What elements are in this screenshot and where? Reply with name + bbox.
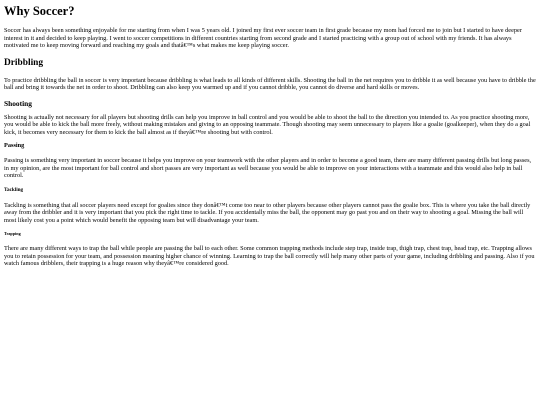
page-title: Why Soccer? bbox=[4, 4, 75, 18]
passing-heading: Passing bbox=[4, 142, 25, 149]
trapping-heading: Trapping bbox=[4, 231, 21, 236]
dribbling-paragraph: To practice dribbling the ball in soccer is very important because dribbling is what leads to all kinds of different skills. Shooting the ball in the net requires you to dribble it as well because you have to dribble the ball and bring it towards the net in order to shoot. Dribbling can also keep you warmed up and if you cannot dribble, you cannot do diverse and hard skills or moves. bbox=[4, 76, 536, 91]
tackling-paragraph: Tackling is something that all soccer players need except for goalies since they donâ€™t come too near to other players because other players cannot pass the goalie box. This is where you take the ball directly away from the dribbler and it is very important that you pick the right time to tackle. If you accidentally miss the ball, the opponent may go past you and on their way to shooting a goal. Missing the ball will most likely cost you a point which would benefit the opposing team but will disadvantage your team. bbox=[4, 201, 531, 224]
shooting-heading: Shooting bbox=[4, 98, 32, 108]
passing-paragraph: Passing is something very important in soccer because it helps you improve on your teamwork with the other players and in order to become a good team, there are many different passing drills but long passes, in my opinion, are the most important for ball control and short passes are very important as well because you would be able to improve on your interactions with a teammate and this would also help in ball control. bbox=[4, 157, 532, 179]
trapping-paragraph: There are many different ways to trap the ball while people are passing the ball to each other. Some common trapping methods include step trap, inside trap, thigh trap, chest trap, head trap, etc. Trapping allows you to retain possession for your team, and possession meaning higher chance of winning. Learning to trap the ball correctly will help many other parts of your game, including dribbling and passing. Also if you watch famous dribblers, their trapping is a huge reason why theyâ€™re considered good. bbox=[4, 245, 535, 267]
shooting-paragraph: Shooting is actually not necessary for all players but shooting drills can help you improve in ball control and you would be able to shoot the ball to the direction you intended to. As you practice shooting more, you would be able to kick the ball more freely, without making mistakes and giving to an opposing teammate. Though shooting may seem unnecessary to players like a goalie (goalkeeper), when they do a goal kick, it becomes very necessary for them to kick the ball almost as if theyâ€™re shooting but with control. bbox=[4, 113, 531, 136]
tackling-heading: Tackling bbox=[4, 186, 24, 193]
document-page bbox=[0, 4, 540, 268]
intro-paragraph: Soccer has always been something enjoyable for me starting from when I was 5 years old. I joined my first ever soccer team in first grade because my mom had forced me to join but I started to have deeper interest in it and decided to keep playing. I went to soccer competitions in different countries starting from second grade and I started practicing with a group out of school with my friends. It has always motivated me to keep moving forward and reaching my goals and thatâ€™s what makes me keep playing soccer. bbox=[4, 27, 522, 49]
dribbling-heading: Dribbling bbox=[4, 57, 44, 68]
